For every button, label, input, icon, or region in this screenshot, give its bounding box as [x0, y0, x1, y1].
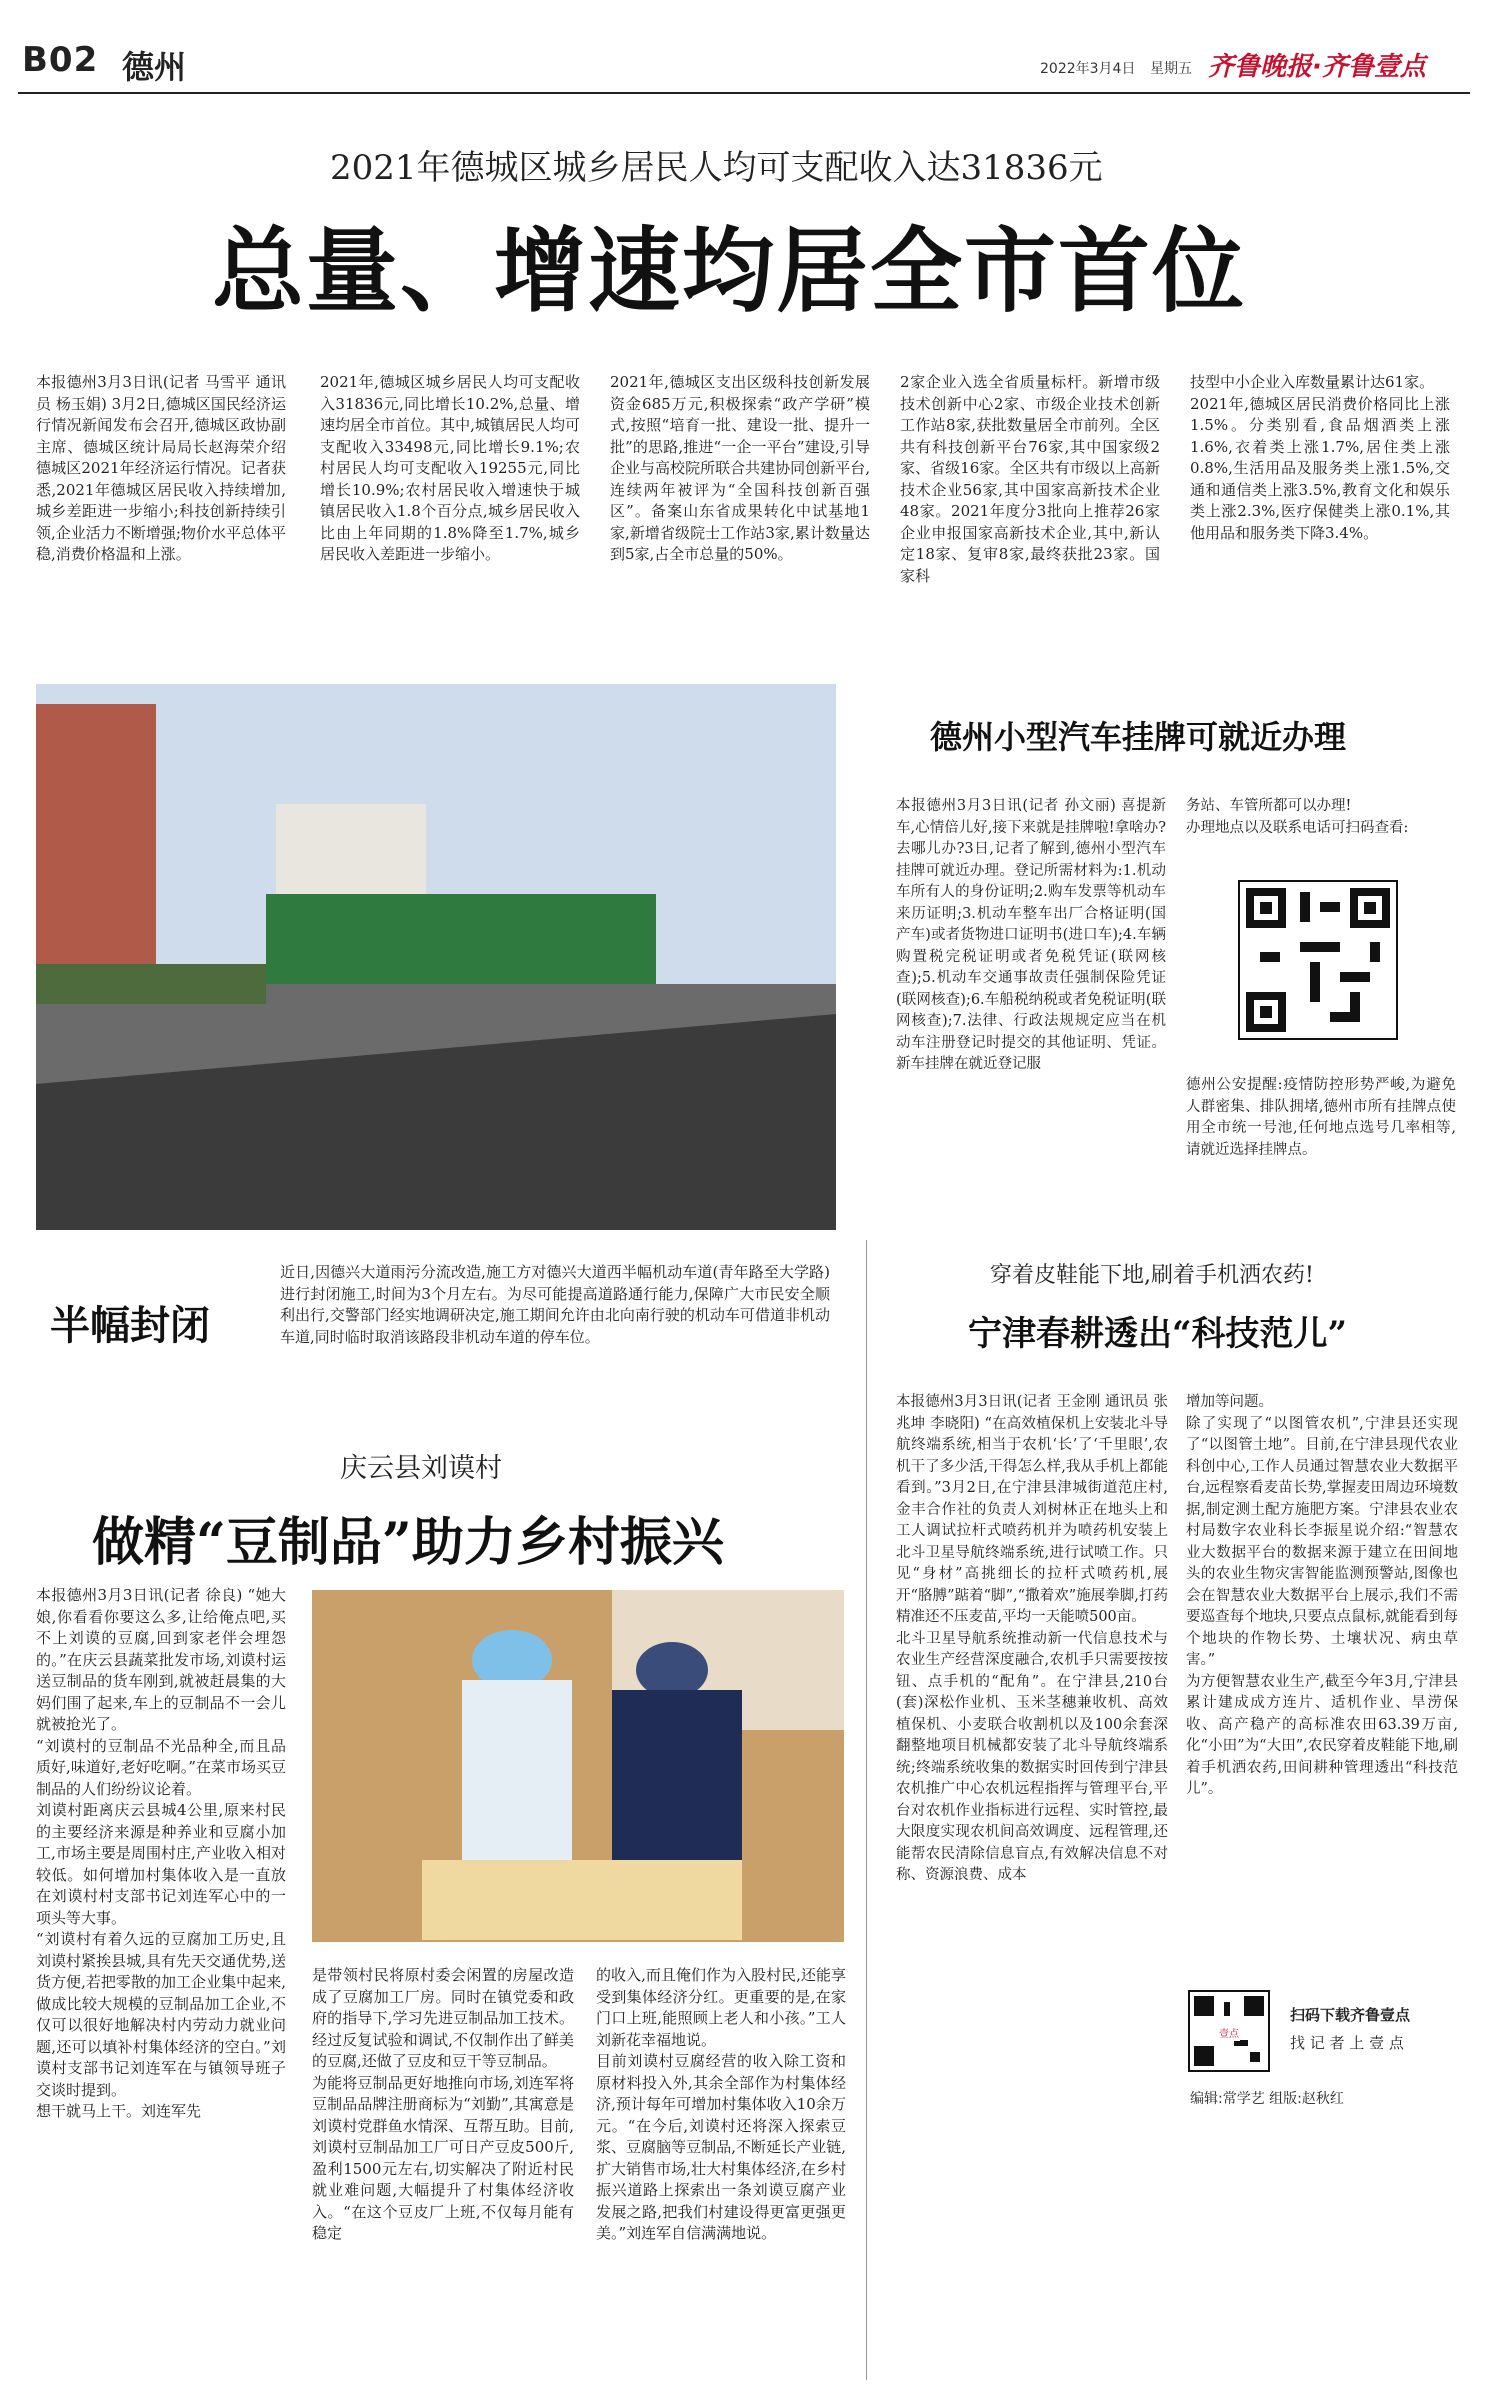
road-closure-headline: 半幅封闭: [50, 1302, 210, 1349]
header-divider: [18, 92, 1470, 94]
car-qr-code[interactable]: [1238, 880, 1398, 1040]
tofu-subtitle: 庆云县刘谟村: [340, 1453, 502, 1484]
road-closure-photo: [36, 684, 836, 1230]
lead-column-4: 2家企业入选全省质量标杆。新增市级技术创新中心2家、市级企业技术创新工作站8家,获批数量居全市前列。全区共有科技创新平台76家,其中国家级2家、省级16家。全区共有市级以上高新技术企业56家,其中国家高新技术企业48家。2021年度分3批向上推荐26家企业申报国家高新技术企业,其中,新认定18家、复审8家,最终获批23家。国家科: [900, 373, 1160, 585]
lead-column-2: 2021年,德城区城乡居民人均可支配收入31836元,同比增长10.2%,总量、增速均居全市首位。其中,城镇居民人均可支配收入33498元,同比增长9.1%;农村居民人均可支配收入19255元,同比增长10.9%;农村居民收入增速快于城镇居民收入1.8个百分点,城乡居民收入比由上年同期的1.8%降至1.7%,城乡居民收入差距进一步缩小。: [320, 373, 580, 563]
spring-column-2: 增加等问题。 除了实现了“以图管农机”,宁津县还实现了“以图管土地”。目前,在宁津县现代农业科创中心,工作人员通过智慧农业大数据平台,远程察看麦苗长势,掌握麦田周边环境数据,制定测土配方施肥方案。宁津县农业农村局数字农业科长李振星说介绍:“智慧农业大数据平台的数据来源于建立在田间地头的农业生物灾害智能监测预警站,图像也会在智慧农业大数据平台上展示,我们不需要巡查每个地块,只要点点鼠标,就能看到每个地块的作物长势、土壤状况、病虫草害。” 为方便智慧农业生产,截至今年3月,宁津县累计建成成方连片、适机作业、旱涝保收、高产稳产的高标准农田63.39万亩,化“小田”为“大田”,农民穿着皮鞋能下地,刷着手机洒农药,田间耕种管理透出“科技范儿”。: [1186, 1394, 1458, 1797]
issue-weekday: 星期五: [1150, 61, 1192, 77]
section-number: B02: [22, 40, 99, 80]
lead-headline: 总量、增速均居全市首位: [212, 217, 1247, 325]
car-plate-headline: 德州小型汽车挂牌可就近办理: [930, 718, 1347, 756]
spring-headline: 宁津春耕透出“科技范儿”: [968, 1314, 1348, 1354]
car-column-2: 务站、车管所都可以办理! 办理地点以及联系电话可扫码查看:: [1186, 798, 1409, 836]
tofu-column-3: 的收入,而且俺们作为入股村民,还能享受到集体经济分红。更重要的是,在家门口上班,能照顾上老人和小孩。”工人刘新花幸福地说。 目前刘谟村豆腐经营的收入除工资和原材料投入外,其余全部作为村集体经济,预计每年可增加村集体收入10余万元。“在今后,刘谟村还将深入探索豆浆、豆腐脑等豆制品,不断延长产业链,扩大销售市场,壮大村集体经济,在乡村振兴道路上探索出一条刘谟豆腐产业发展之路,把我们村建设得更富更强更美。”刘连军自信满满地说。: [596, 1966, 846, 2242]
road-closure-text: 近日,因德兴大道雨污分流改造,施工方对德兴大道西半幅机动车道(青年路至大学路)进行封闭施工,时间为3个月左右。为尽可能提高道路通行能力,保障广大市民安全顺利出行,交警部门经实地调研决定,施工期间允许由北向南行驶的机动车可借道非机动车道,同时临时取消该路段非机动车道的停车位。: [280, 1263, 830, 1346]
spring-subtitle: 穿着皮鞋能下地,刷着手机洒农药!: [990, 1263, 1314, 1288]
lead-subtitle: 2021年德城区城乡居民人均可支配收入达31836元: [330, 148, 1103, 188]
tofu-column-2: 是带领村民将原村委会闲置的房屋改造成了豆腐加工厂房。同时在镇党委和政府的指导下,学习先进豆制品加工技术。经过反复试验和调试,不仅制作出了鲜美的豆腐,还做了豆皮和豆干等豆制品。 为能将豆制品更好地推向市场,刘连军将豆制品品牌注册商标为“刘勤”,其寓意是刘谟村党群鱼水情深、互帮互助。目前,刘谟村豆制品加工厂可日产豆皮500斤,盈利1500元左右,切实解决了附近村民就业难问题,大幅提升了村集体经济收入。“在这个豆皮厂上班,不仅每月能有稳定: [312, 1966, 574, 2242]
spring-column-1: 本报德州3月3日讯(记者 王金刚 通讯员 张兆坤 李晓阳) “在高效植保机上安装北斗导航终端系统,相当于农机‘长’了‘千里眼’,农机干了多少活,干得怎么样,我从手机上都能看到。”3月2日,在宁津县津城街道范庄村,金丰合作社的负责人刘树林正在地头上和工人调试拉杆式喷药机并为喷药机安装上北斗卫星导航终端系统,进行试喷工作。只见“身材”高挑细长的拉杆式喷药机,展开“胳膊”踮着“脚”,“撒着欢”施展拳脚,打药精准还不压麦苗,平均一天能喷500亩。 北斗卫星导航系统推动新一代信息技术与农业生产经营深度融合,农机手只需要按按钮、点手机的“配角”。在宁津县,210台(套)深松作业机、玉米茎穗兼收机、高效植保机、小麦联合收割机以及100余套深翻整地项目机械都安装了北斗导航终端系统;终端系统收集的数据实时回传到宁津县农机推广中心农机远程指挥与管理平台,平台对农机作业指标进行远程、实时管控,最大限度实现农机间高效调度、远程管理,还能帮农民清除信息盲点,有效解决信息不对称、资源浪费、成本: [896, 1394, 1168, 1883]
editor-credit: 编辑:常学艺 组版:赵秋红: [1190, 2091, 1344, 2107]
column-divider: [866, 1240, 867, 2380]
newspaper-logo: 齐鲁晚报·齐鲁壹点: [1208, 52, 1426, 82]
lead-column-3: 2021年,德城区支出区级科技创新发展资金685万元,积极探索“政产学研”模式,按照“培育一批、建设一批、提升一批”的思路,推进“一企一平台”建设,引导企业与高校院所联合共建协同创新平台,连续两年被评为“全国科技创新百强区”。备案山东省成果转化中试基地1家,新增省级院士工作站3家,累计数量达到5家,占全市总量的50%。: [610, 373, 870, 563]
tofu-column-1: 本报德州3月3日讯(记者 徐良) “她大娘,你看看你要这么多,让给俺点吧,买不上刘谟的豆腐,回到家老伴会埋怨的。”在庆云县蔬菜批发市场,刘谟村运送豆制品的货车刚到,就被赶晨集的大妈们围了起来,车上的豆制品不一会儿就被抢光了。 “刘谟村的豆制品不光品种全,而且品质好,味道好,老好吃啊。”在菜市场买豆制品的人们纷纷议论着。 刘谟村距离庆云县城4公里,原来村民的主要经济来源是种养业和豆腐小加工,市场主要是周围村庄,产业收入相对较低。如何增加村集体收入是一直放在刘谟村村支部书记刘连军心中的一项头等大事。 “刘谟村有着久远的豆腐加工历史,且刘谟村紧挨县城,具有先天交通优势,送货方便,若把零散的加工企业集中起来,做成比较大规模的豆制品加工企业,不仅可以很好地解决村内劳动力就业问题,还可以填补村集体经济的空白。”刘谟村支部书记刘连军在与镇领导班子交谈时提到。 想干就马上干。刘连军先: [36, 1586, 286, 2120]
tofu-factory-photo: [312, 1590, 844, 1942]
qilu-app-qr-code[interactable]: [1188, 1990, 1270, 2072]
tofu-headline: 做精“豆制品”助力乡村振兴: [92, 1512, 724, 1573]
lead-column-1: 本报德州3月3日讯(记者 马雪平 通讯员 杨玉娟) 3月2日,德城区国民经济运行情况新闻发布会召开,德城区政协副主席、德城区统计局局长赵海荣介绍德城区2021年经济运行情况。记者获悉,2021年德城区居民收入持续增加,城乡差距进一步缩小;科技创新持续引领,企业活力不断增强;物价水平总体平稳,消费价格温和上涨。: [36, 373, 286, 563]
issue-date: 2022年3月4日: [1040, 61, 1136, 77]
qr-badge: 壹点: [1218, 2024, 1240, 2041]
lead-column-5: 技型中小企业入库数量累计达61家。 2021年,德城区居民消费价格同比上涨1.5%。分类别看,食品烟酒类上涨1.6%,衣着类上涨1.7%,居住类上涨0.8%,生活用品及服务类上涨1.5%,交通和通信类上涨3.5%,教育文化和娱乐类上涨2.3%,医疗保健类上涨0.1%,其他用品和服务类下降3.4%。: [1190, 373, 1450, 542]
scan-download-label: 扫码下载齐鲁壹点: [1290, 2006, 1411, 2024]
car-column-1: 本报德州3月3日讯(记者 孙文丽) 喜提新车,心情倍儿好,接下来就是挂牌啦!拿啥办?去哪儿办?3日,记者了解到,德州小型汽车挂牌可就近办理。登记所需材料为:1.机动车所有人的身份证明;2.购车发票等机动车来历证明;3.机动车整车出厂合格证明(国产车)或者货物进口证明书(进口车);4.车辆购置税完税证明或者免税凭证(联网核查);5.机动车交通事故责任强制保险凭证(联网核查);6.车船税纳税或者免税证明(联网核查);7.法律、行政法规规定应当在机动车注册登记时提交的其他证明、凭证。新车挂牌在就近登记服: [896, 798, 1166, 1072]
scan-reporter-label: 找 记 者 上 壹 点: [1290, 2034, 1404, 2052]
car-column-3: 德州公安提醒:疫情防控形势严峻,为避免人群密集、排队拥堵,德州市所有挂牌点使用全市统一号池,任何地点选号几率相等,请就近选择挂牌点。: [1186, 1077, 1456, 1158]
section-city: 德州: [122, 48, 187, 86]
